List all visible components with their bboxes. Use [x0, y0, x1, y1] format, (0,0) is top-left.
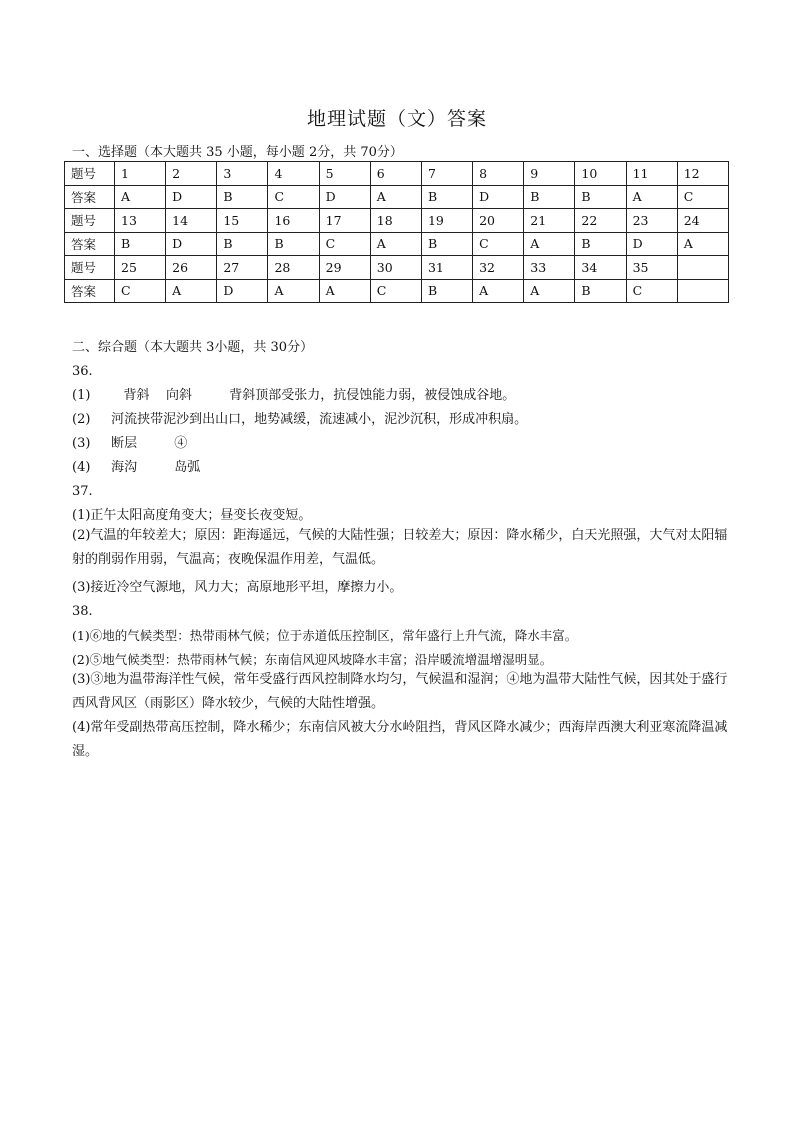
table-cell: 17: [319, 209, 370, 233]
table-cell: D: [626, 232, 677, 256]
table-cell: B: [575, 185, 626, 209]
table-cell: A: [166, 279, 217, 303]
q36-answer-4: (4) 海沟 岛弧: [72, 460, 201, 475]
table-cell: B: [115, 232, 166, 256]
table-row: [65, 162, 729, 186]
table-cell: C: [626, 279, 677, 303]
table-cell: A: [370, 185, 421, 209]
table-cell: 6: [370, 162, 421, 186]
table-cell: B: [421, 232, 472, 256]
table-cell: 33: [524, 256, 575, 280]
table-cell: B: [524, 185, 575, 209]
table-cell: 23: [626, 209, 677, 233]
table-cell: 3: [217, 162, 268, 186]
table-cell: 13: [115, 209, 166, 233]
answer-table: [64, 161, 729, 303]
table-cell: 7: [421, 162, 472, 186]
table-cell: C: [677, 185, 728, 209]
table-cell: A: [370, 232, 421, 256]
table-row-header-cell: 答案: [65, 279, 115, 303]
table-row-header-cell: 题号: [65, 162, 115, 186]
table-cell: [677, 279, 728, 303]
q37-number: 37.: [72, 484, 93, 499]
table-cell: 24: [677, 209, 728, 233]
table-cell: A: [677, 232, 728, 256]
table-row-header-cell: 答案: [65, 232, 115, 256]
table-cell: A: [268, 279, 319, 303]
table-cell: A: [115, 185, 166, 209]
table-cell: B: [575, 232, 626, 256]
table-cell: 11: [626, 162, 677, 186]
table-cell: A: [524, 232, 575, 256]
table-cell: C: [268, 185, 319, 209]
q36-answer-2: (2) 河流挟带泥沙到出山口，地势减缓，流速减小，泥沙沉积，形成冲积扇。: [72, 412, 528, 427]
q37-answer-3: (3)接近冷空气源地，风力大；高原地形平坦，摩擦力小。: [72, 580, 403, 595]
table-cell: 30: [370, 256, 421, 280]
q36-answer-1: (1) 背斜 向斜 背斜顶部受张力，抗侵蚀能力弱，被侵蚀成谷地。: [72, 388, 516, 403]
table-cell: 5: [319, 162, 370, 186]
table-cell: 25: [115, 256, 166, 280]
table-cell: B: [217, 232, 268, 256]
table-cell: 29: [319, 256, 370, 280]
table-cell: D: [319, 185, 370, 209]
table-cell: 28: [268, 256, 319, 280]
table-cell: D: [217, 279, 268, 303]
table-row-header-cell: 答案: [65, 185, 115, 209]
table-cell: 31: [421, 256, 472, 280]
section-2-heading: 二、综合题（本大题共 3小题，共 30分）: [72, 340, 314, 355]
table-cell: B: [268, 232, 319, 256]
table-cell: D: [166, 232, 217, 256]
q37-answer-1: (1)正午太阳高度角变大；昼变长夜变短。: [72, 508, 312, 523]
table-cell: 26: [166, 256, 217, 280]
table-cell: B: [575, 279, 626, 303]
table-cell: C: [370, 279, 421, 303]
table-cell: A: [319, 279, 370, 303]
table-row: [65, 232, 729, 256]
table-cell: B: [217, 185, 268, 209]
q38-answer-1: (1)⑥地的气候类型：热带雨林气候；位于赤道低压控制区，常年盛行上升气流，降水丰富。: [72, 628, 578, 643]
table-cell: A: [473, 279, 524, 303]
table-cell: 19: [421, 209, 472, 233]
table-cell: B: [421, 185, 472, 209]
table-cell: B: [421, 279, 472, 303]
table-cell: D: [166, 185, 217, 209]
table-cell: 18: [370, 209, 421, 233]
table-cell: 4: [268, 162, 319, 186]
q38-answer-4: (4)常年受副热带高压控制，降水稀少；东南信风被大分水岭阻挡，背风区降水减少；西海岸西澳大利亚寒流降温减湿。: [72, 720, 728, 759]
q36-answer-3: (3) 断层 ④: [72, 436, 188, 451]
answer-table-body: [65, 162, 729, 303]
table-cell: 1: [115, 162, 166, 186]
table-cell: A: [626, 185, 677, 209]
table-cell: 35: [626, 256, 677, 280]
table-cell: 15: [217, 209, 268, 233]
table-cell: 22: [575, 209, 626, 233]
table-cell: 14: [166, 209, 217, 233]
table-cell: 12: [677, 162, 728, 186]
table-cell: C: [115, 279, 166, 303]
table-cell: 27: [217, 256, 268, 280]
table-row: [65, 256, 729, 280]
table-cell: C: [473, 232, 524, 256]
table-cell: 21: [524, 209, 575, 233]
table-cell: 2: [166, 162, 217, 186]
table-row: [65, 209, 729, 233]
q37-answer-2: (2)气温的年较差大；原因：距海遥远，气候的大陆性强；日较差大；原因：降水稀少，白天光照强，大气对太阳辐射的削弱作用弱，气温高；夜晚保温作用差，气温低。: [72, 528, 728, 567]
table-row-header-cell: 题号: [65, 209, 115, 233]
table-cell: 20: [473, 209, 524, 233]
table-cell: [677, 256, 728, 280]
table-cell: A: [524, 279, 575, 303]
q38-answer-2: (2)⑤地气候类型：热带雨林气候；东南信风迎风坡降水丰富；沿岸暖流增温增湿明显。: [72, 652, 553, 667]
table-cell: C: [319, 232, 370, 256]
table-cell: 34: [575, 256, 626, 280]
table-cell: 16: [268, 209, 319, 233]
table-cell: 10: [575, 162, 626, 186]
table-row: [65, 279, 729, 303]
q38-number: 38.: [72, 604, 93, 619]
q38-answer-3: (3)③地为温带海洋性气候，常年受盛行西风控制降水均匀，气候温和湿润；④地为温带大陆性气候，因其处于盛行西风背风区（雨影区）降水较少，气候的大陆性增强。: [72, 672, 728, 711]
q36-number: 36.: [72, 364, 93, 379]
table-row-header-cell: 题号: [65, 256, 115, 280]
section-1-heading: 一、选择题（本大题共 35 小题，每小题 2分，共 70分）: [72, 145, 403, 160]
table-cell: 8: [473, 162, 524, 186]
table-cell: 32: [473, 256, 524, 280]
page-title: 地理试题（文）答案: [306, 108, 487, 130]
table-cell: 9: [524, 162, 575, 186]
table-cell: D: [473, 185, 524, 209]
table-row: [65, 185, 729, 209]
